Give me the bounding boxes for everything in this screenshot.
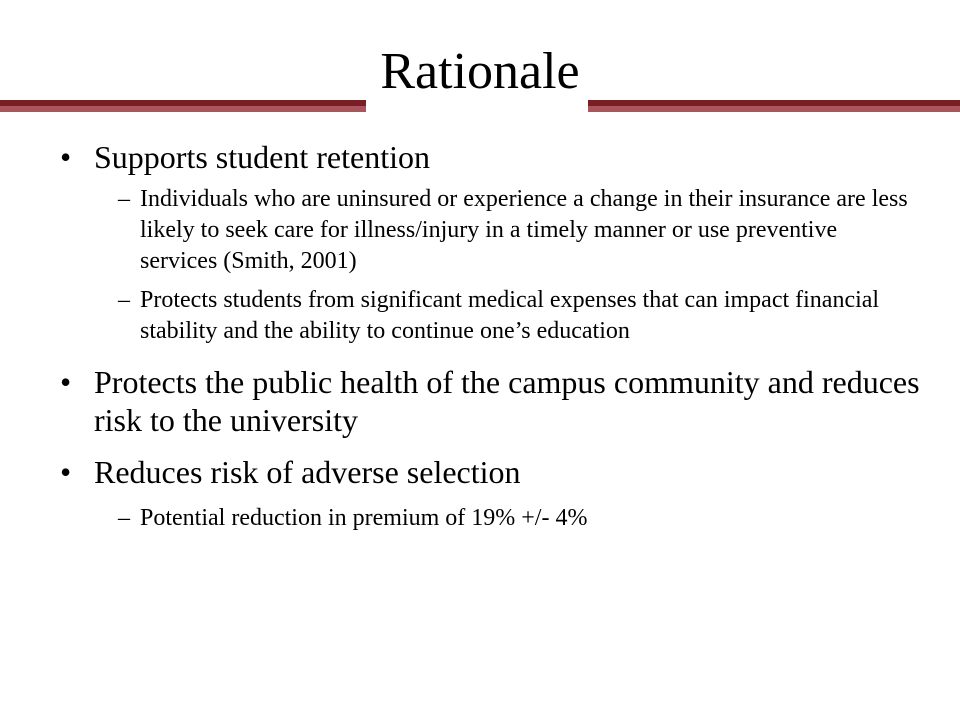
sub-bullet-medical-expenses (60, 285, 920, 347)
bullet-public-health (60, 363, 920, 439)
bullet-dot-icon: • (60, 139, 72, 175)
dash-icon: – (118, 287, 130, 313)
title-rule-left-light (0, 106, 366, 112)
sub-bullet-premium-reduction (60, 503, 920, 534)
bullet-adverse-selection (60, 453, 920, 491)
dash-icon: – (118, 505, 130, 531)
bullet-dot-icon: • (60, 364, 72, 400)
sub-bullet-text: Potential reduction in premium of 19% +/- 4% (140, 505, 588, 531)
sub-bullet-text: Individuals who are uninsured or experience a change in their insurance are less likely to seek care for illness/injury in a timely manner or use preventive services (Smith, 2001) (140, 186, 908, 274)
bullet-supports-retention (60, 138, 920, 176)
bullet-text: Reduces risk of adverse selection (94, 454, 521, 490)
bullet-text: Protects the public health of the campus community and reduces risk to the university (94, 364, 920, 438)
bullet-dot-icon: • (60, 454, 72, 490)
sub-bullet-uninsured-care (60, 184, 920, 277)
bullet-text: Supports student retention (94, 139, 430, 175)
title-underline-rule (0, 100, 960, 114)
slide-title: Rationale (380, 43, 580, 100)
dash-icon: – (118, 186, 130, 212)
title-rule-right-light (588, 106, 960, 112)
sub-bullet-text: Protects students from significant medical expenses that can impact financial stability and the ability to continue one’s education (140, 287, 880, 344)
slide-body (60, 138, 920, 534)
